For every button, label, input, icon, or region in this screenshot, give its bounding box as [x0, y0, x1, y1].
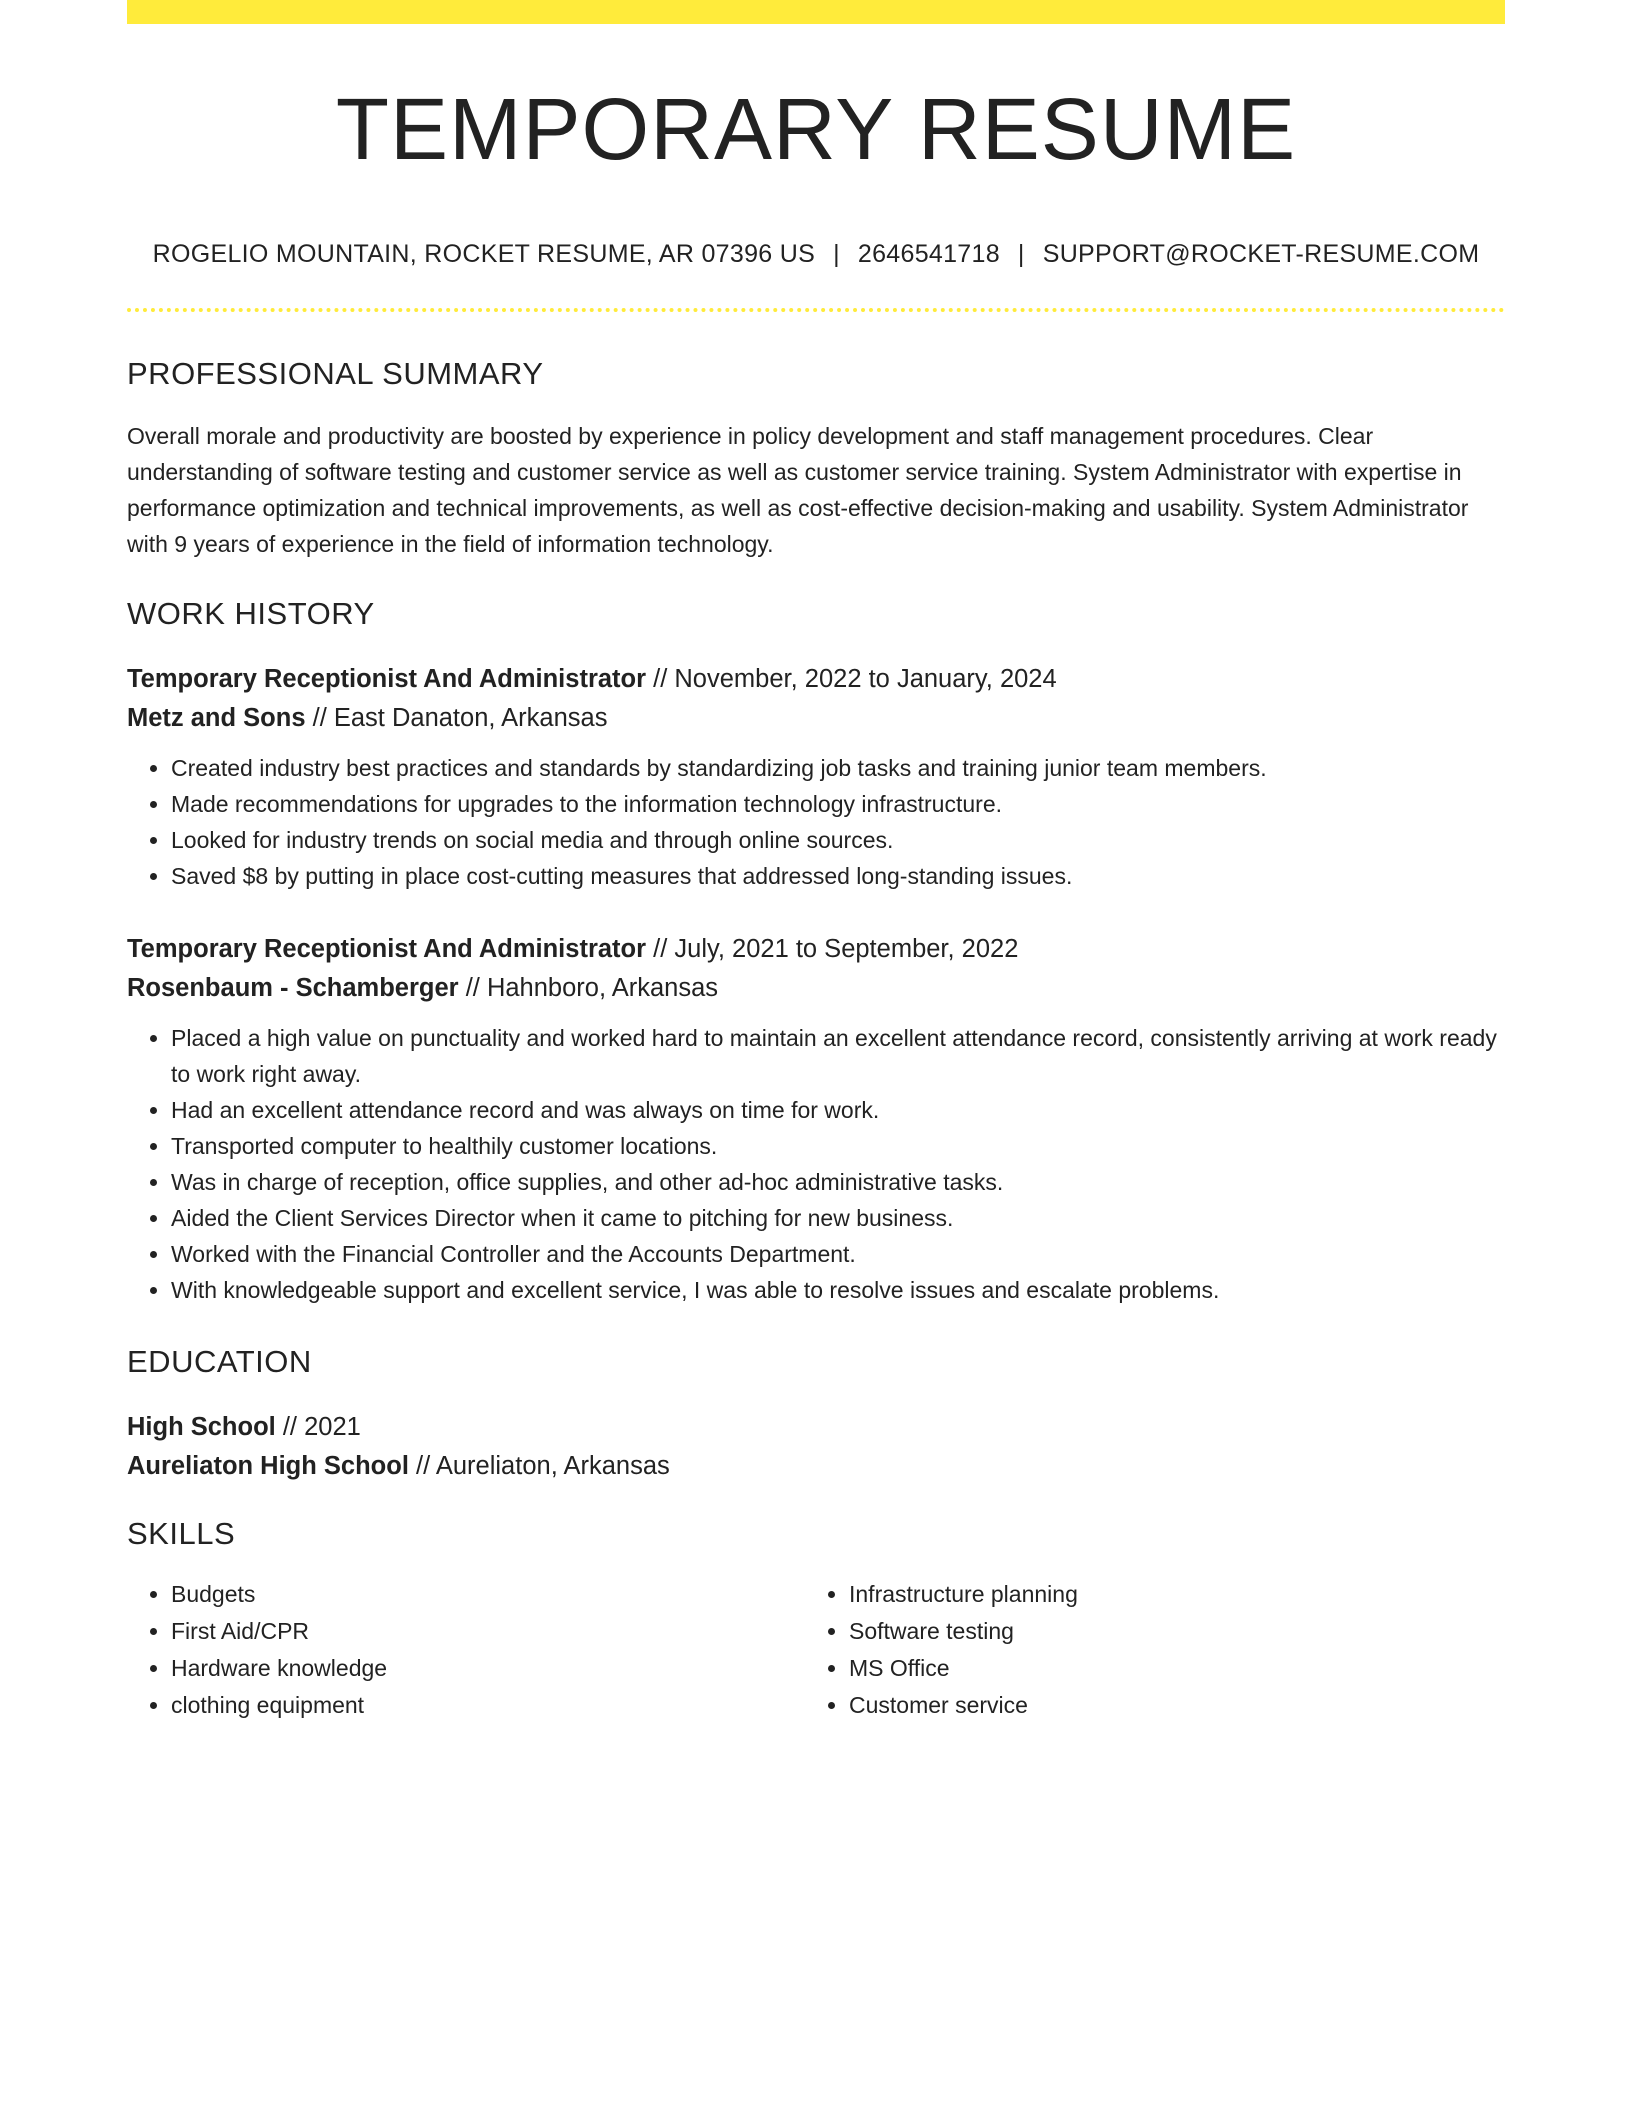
list-item: • With knowledgeable support and excellent service, I was able to resolve issues and escalate problems. [171, 1272, 1505, 1308]
contact-separator: | [833, 239, 840, 268]
job-title: Temporary Receptionist And Administrator [127, 664, 647, 693]
job-company-line [127, 699, 1505, 738]
resume-title: TEMPORARY RESUME [335, 81, 1297, 178]
skill-item: • Infrastructure planning [849, 1576, 1483, 1613]
skill-item: • clothing equipment [171, 1687, 805, 1724]
skill-item: • First Aid/CPR [171, 1613, 805, 1650]
list-item: • Saved $8 by putting in place cost-cutting measures that addressed long-standing issues. [171, 858, 1505, 894]
skill-item: • Software testing [849, 1613, 1483, 1650]
dotted-divider [127, 308, 1505, 312]
summary-heading: PROFESSIONAL SUMMARY [127, 355, 544, 391]
skills-heading: SKILLS [127, 1515, 236, 1551]
education-school-line [127, 1447, 1505, 1486]
education-school: Aureliaton High School [127, 1451, 409, 1480]
list-item: • Had an excellent attendance record and was always on time for work. [171, 1092, 1505, 1128]
job-location: // East Danaton, Arkansas [312, 703, 608, 732]
list-item: • Created industry best practices and standards by standardizing job tasks and training junior team members. [171, 750, 1505, 786]
job-entry [127, 660, 1505, 894]
summary-text: Overall morale and productivity are boosted by experience in policy development and staff management procedures. Clear understanding of software testing and customer service as well as customer service training. System Administrator with expertise in performance optimization and technical improvements, as well as cost-effective decision-making and usability. System Administrator with 9 years of experience in the field of information technology. [127, 422, 1469, 557]
skill-item: • MS Office [849, 1650, 1483, 1687]
skill-item: • Budgets [171, 1576, 805, 1613]
education-degree: High School [127, 1412, 276, 1441]
list-item: • Placed a high value on punctuality and worked hard to maintain an excellent attendance record, consistently arriving at work ready to work right away. [171, 1020, 1505, 1092]
job-location: // Hahnboro, Arkansas [465, 973, 718, 1002]
skills-grid [127, 1576, 1505, 1724]
list-item: • Made recommendations for upgrades to the information technology infrastructure. [171, 786, 1505, 822]
job-company: Metz and Sons [127, 703, 306, 732]
job-dates: // November, 2022 to January, 2024 [653, 664, 1057, 693]
top-accent-bar [127, 0, 1505, 24]
contact-address: ROGELIO MOUNTAIN, ROCKET RESUME, AR 07396 US [152, 239, 816, 268]
job-bullets [127, 1020, 1505, 1308]
job-title-line [127, 930, 1505, 969]
contact-separator: | [1017, 239, 1025, 268]
skills-list-right [805, 1576, 1483, 1724]
skills-list-left [127, 1576, 805, 1724]
list-item: • Looked for industry trends on social media and through online sources. [171, 822, 1505, 858]
job-entry [127, 930, 1505, 1308]
list-item: • Was in charge of reception, office supplies, and other ad-hoc administrative tasks. [171, 1164, 1505, 1200]
contact-email: SUPPORT@ROCKET-RESUME.COM [1042, 239, 1480, 268]
education-entry [127, 1408, 1505, 1486]
job-dates: // July, 2021 to September, 2022 [653, 934, 1019, 963]
resume-page [127, 0, 1505, 1724]
education-year: // 2021 [282, 1412, 361, 1441]
skill-item: • Hardware knowledge [171, 1650, 805, 1687]
list-item: • Transported computer to healthily customer locations. [171, 1128, 1505, 1164]
skill-item: • Customer service [849, 1687, 1483, 1724]
list-item: • Worked with the Financial Controller and the Accounts Department. [171, 1236, 1505, 1272]
work-history-heading: WORK HISTORY [127, 595, 375, 631]
job-company: Rosenbaum - Schamberger [127, 973, 459, 1002]
job-title: Temporary Receptionist And Administrator [127, 934, 647, 963]
contact-phone: 2646541718 [857, 239, 1000, 268]
contact-line [127, 240, 1505, 269]
job-bullets [127, 750, 1505, 894]
job-company-line [127, 969, 1505, 1008]
list-item: • Aided the Client Services Director when it came to pitching for new business. [171, 1200, 1505, 1236]
education-location: // Aureliaton, Arkansas [416, 1451, 670, 1480]
education-heading: EDUCATION [127, 1343, 312, 1379]
job-title-line [127, 660, 1505, 699]
education-degree-line [127, 1408, 1505, 1447]
